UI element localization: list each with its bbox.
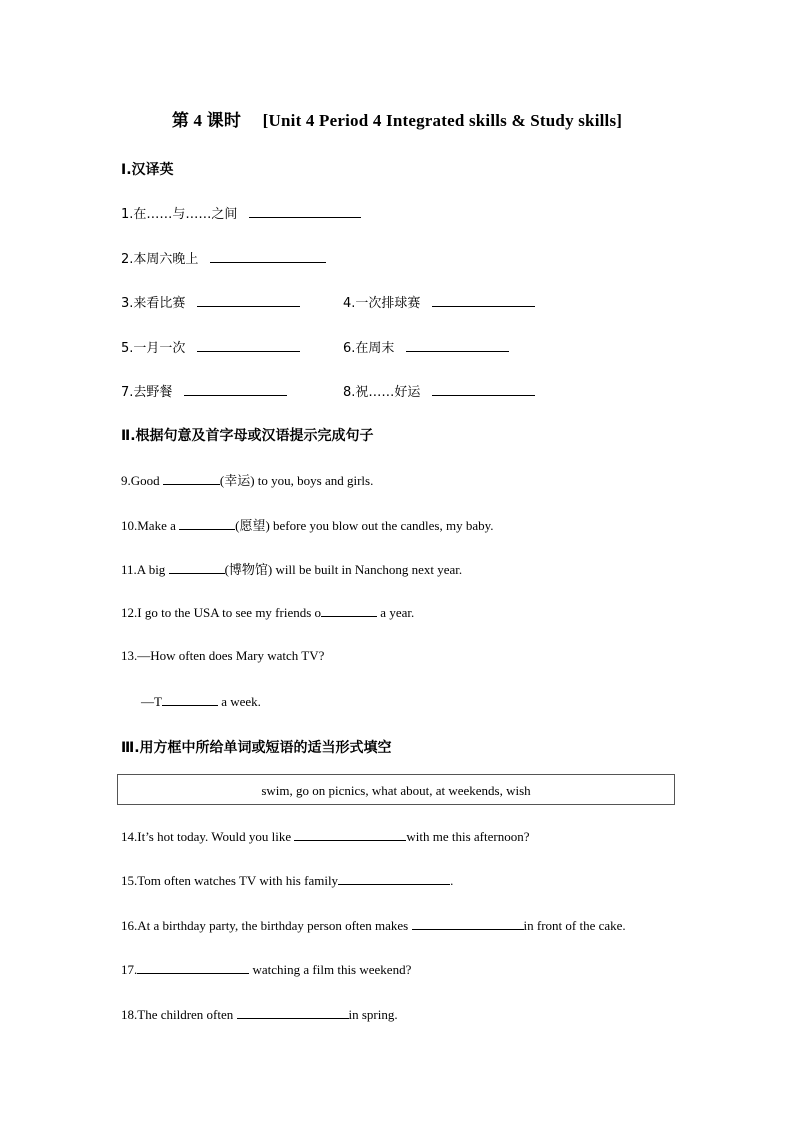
answer-blank[interactable] xyxy=(169,561,225,574)
answer-blank[interactable] xyxy=(432,294,535,307)
answer-blank[interactable] xyxy=(163,472,220,485)
question-7 xyxy=(121,381,287,400)
question-text-tail: watching a film this weekend? xyxy=(249,962,412,977)
section-2-heading: Ⅱ.根据句意及首字母或汉语提示完成句子 xyxy=(121,428,374,444)
answer-blank[interactable] xyxy=(432,383,535,396)
question-13 xyxy=(121,648,324,664)
answer-blank[interactable] xyxy=(237,1006,349,1019)
question-11 xyxy=(121,559,462,578)
question-text: 6.在周末 xyxy=(343,341,395,356)
answer-blank[interactable] xyxy=(197,339,300,352)
answer-blank[interactable] xyxy=(321,604,377,617)
word-bank-box: swim, go on picnics, what about, at weekends, wish xyxy=(117,774,675,805)
question-14 xyxy=(121,828,529,845)
question-text-tail: with me this afternoon? xyxy=(406,829,530,844)
question-text: 13.—How often does Mary watch TV? xyxy=(121,648,325,663)
question-text: 2.本周六晚上 xyxy=(121,252,199,267)
answer-blank[interactable] xyxy=(338,872,450,885)
question-text: 11.A big xyxy=(121,562,169,577)
question-text: 5.一月一次 xyxy=(121,341,186,356)
section-1-heading: Ⅰ.汉译英 xyxy=(121,162,174,178)
question-6 xyxy=(343,337,509,356)
page-title: 第 4 课时 [Unit 4 Period 4 Integrated skills & Study skills] xyxy=(171,111,623,130)
question-text: 9.Good xyxy=(121,473,163,488)
question-8 xyxy=(343,381,535,400)
answer-blank[interactable] xyxy=(210,250,326,263)
answer-blank[interactable] xyxy=(137,961,249,974)
answer-blank[interactable] xyxy=(294,828,406,841)
question-16 xyxy=(121,917,626,934)
question-12 xyxy=(121,604,414,621)
question-text-tail: (博物馆) will be built in Nanchong next year. xyxy=(224,562,463,577)
question-1 xyxy=(121,203,361,222)
question-text: 17. xyxy=(121,962,138,977)
question-3 xyxy=(121,292,300,311)
question-15 xyxy=(121,872,453,889)
question-text: 10.Make a xyxy=(121,518,180,533)
question-text: 18.The children often xyxy=(121,1007,237,1022)
question-text: 7.去野餐 xyxy=(121,385,173,400)
question-13-answer-line xyxy=(141,693,261,710)
question-text: 14.It’s hot today. Would you like xyxy=(121,829,295,844)
section-3-heading: Ⅲ.用方框中所给单词或短语的适当形式填空 xyxy=(121,740,392,756)
answer-blank[interactable] xyxy=(184,383,287,396)
question-text: —T xyxy=(141,694,162,709)
answer-blank[interactable] xyxy=(412,917,524,930)
question-text-tail: (幸运) to you, boys and girls. xyxy=(219,473,374,488)
question-text: 15.Tom often watches TV with his family xyxy=(121,873,339,888)
question-text-tail: (愿望) before you blow out the candles, my baby. xyxy=(235,518,494,533)
answer-blank[interactable] xyxy=(249,205,361,218)
question-5 xyxy=(121,337,300,356)
question-text-tail: a week. xyxy=(217,694,261,709)
question-text-tail: a year. xyxy=(377,605,415,620)
question-text: 3.来看比赛 xyxy=(121,296,186,311)
question-text-tail: . xyxy=(450,873,454,888)
question-text: 12.I go to the USA to see my friends o xyxy=(121,605,322,620)
answer-blank[interactable] xyxy=(179,517,235,530)
question-text: 8.祝……好运 xyxy=(343,385,421,400)
question-18 xyxy=(121,1006,398,1023)
answer-blank[interactable] xyxy=(406,339,509,352)
question-17 xyxy=(121,961,411,978)
question-4 xyxy=(343,292,535,311)
question-text: 1.在……与……之间 xyxy=(121,207,238,222)
answer-blank[interactable] xyxy=(197,294,300,307)
question-9 xyxy=(121,470,373,489)
question-text-tail: in front of the cake. xyxy=(523,918,626,933)
question-10 xyxy=(121,515,494,534)
question-text-tail: in spring. xyxy=(348,1007,398,1022)
question-text: 16.At a birthday party, the birthday person often makes xyxy=(121,918,412,933)
answer-blank[interactable] xyxy=(162,693,218,706)
question-text: 4.一次排球赛 xyxy=(343,296,421,311)
question-2 xyxy=(121,248,326,267)
